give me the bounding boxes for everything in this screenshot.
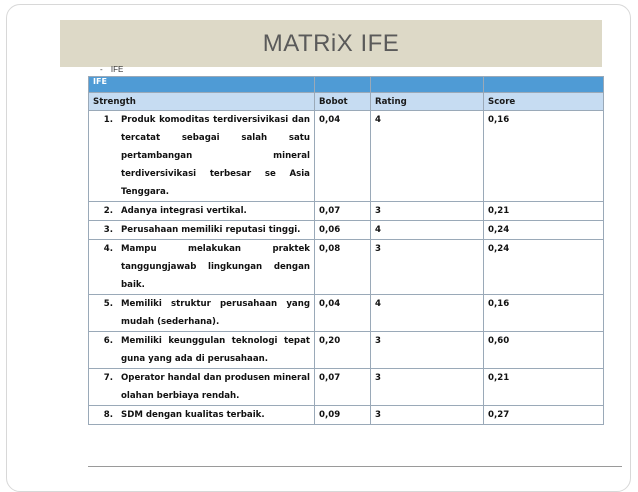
col-header-strength: Strength [89,93,315,111]
rating-cell: 4 [371,295,484,332]
ife-prelabel-text: IFE [110,65,124,74]
bullet-dash: - [100,65,103,74]
strength-text: Perusahaan memiliki reputasi tinggi. [121,225,301,235]
table-row [89,240,604,295]
strength-number: 5. [103,299,113,309]
strength-number: 8. [103,410,113,420]
rating-cell: 3 [371,202,484,221]
bobot-cell: 0,07 [315,369,371,406]
strength-cell [89,332,315,369]
strength-text: Operator handal dan produsen mineral olahan berbiaya rendah. [121,373,310,401]
strength-cell [89,240,315,295]
table-row [89,295,604,332]
score-cell: 0,21 [484,369,604,406]
bobot-cell: 0,07 [315,202,371,221]
col-header-rating: Rating [371,93,484,111]
table-row [89,369,604,406]
table-body [89,111,604,425]
strength-number: 3. [103,225,113,235]
score-cell: 0,27 [484,406,604,425]
strength-cell [89,221,315,240]
score-cell: 0,60 [484,332,604,369]
col-header-score: Score [484,93,604,111]
rating-cell: 3 [371,332,484,369]
table-caption: IFE [89,77,315,93]
slide-title: MATRiX IFE [262,29,400,57]
strength-cell [89,369,315,406]
bobot-cell: 0,04 [315,111,371,202]
strength-text: SDM dengan kualitas terbaik. [121,410,265,420]
strength-text: Mampu melakukan praktek tanggungjawab lingkungan dengan baik. [121,244,310,290]
strength-number: 4. [103,244,113,254]
bobot-cell: 0,09 [315,406,371,425]
rating-cell: 3 [371,406,484,425]
strength-number: 7. [103,373,113,383]
strength-text: Memiliki struktur perusahaan yang mudah (sederhana). [121,299,310,327]
score-cell: 0,24 [484,221,604,240]
bobot-cell: 0,08 [315,240,371,295]
footer-divider [88,466,622,467]
rating-cell: 4 [371,111,484,202]
ife-prelabel [100,65,123,74]
bobot-cell: 0,06 [315,221,371,240]
score-cell: 0,16 [484,295,604,332]
bobot-cell: 0,20 [315,332,371,369]
score-cell: 0,16 [484,111,604,202]
strength-cell [89,111,315,202]
strength-number: 2. [103,206,113,216]
title-band [60,20,602,67]
table-row [89,221,604,240]
strength-number: 1. [103,115,113,125]
table-row [89,406,604,425]
table-header-row [89,93,604,111]
score-cell: 0,24 [484,240,604,295]
strength-text: Adanya integrasi vertikal. [121,206,247,216]
table-row [89,332,604,369]
col-header-bobot: Bobot [315,93,371,111]
strength-text: Memiliki keunggulan teknologi tepat guna yang ada di perusahaan. [121,336,310,364]
ife-matrix-table [88,76,604,425]
strength-cell [89,202,315,221]
rating-cell: 4 [371,221,484,240]
strength-number: 6. [103,336,113,346]
strength-text: Produk komoditas terdiversivikasi dan tercatat sebagai salah satu pertambangan mineral terdiversivikasi terbesar se Asia Tenggara. [121,115,310,197]
table-row [89,111,604,202]
bobot-cell: 0,04 [315,295,371,332]
rating-cell: 3 [371,240,484,295]
score-cell: 0,21 [484,202,604,221]
strength-cell [89,295,315,332]
table-row [89,202,604,221]
rating-cell: 3 [371,369,484,406]
strength-cell [89,406,315,425]
table-caption-row [89,77,604,93]
